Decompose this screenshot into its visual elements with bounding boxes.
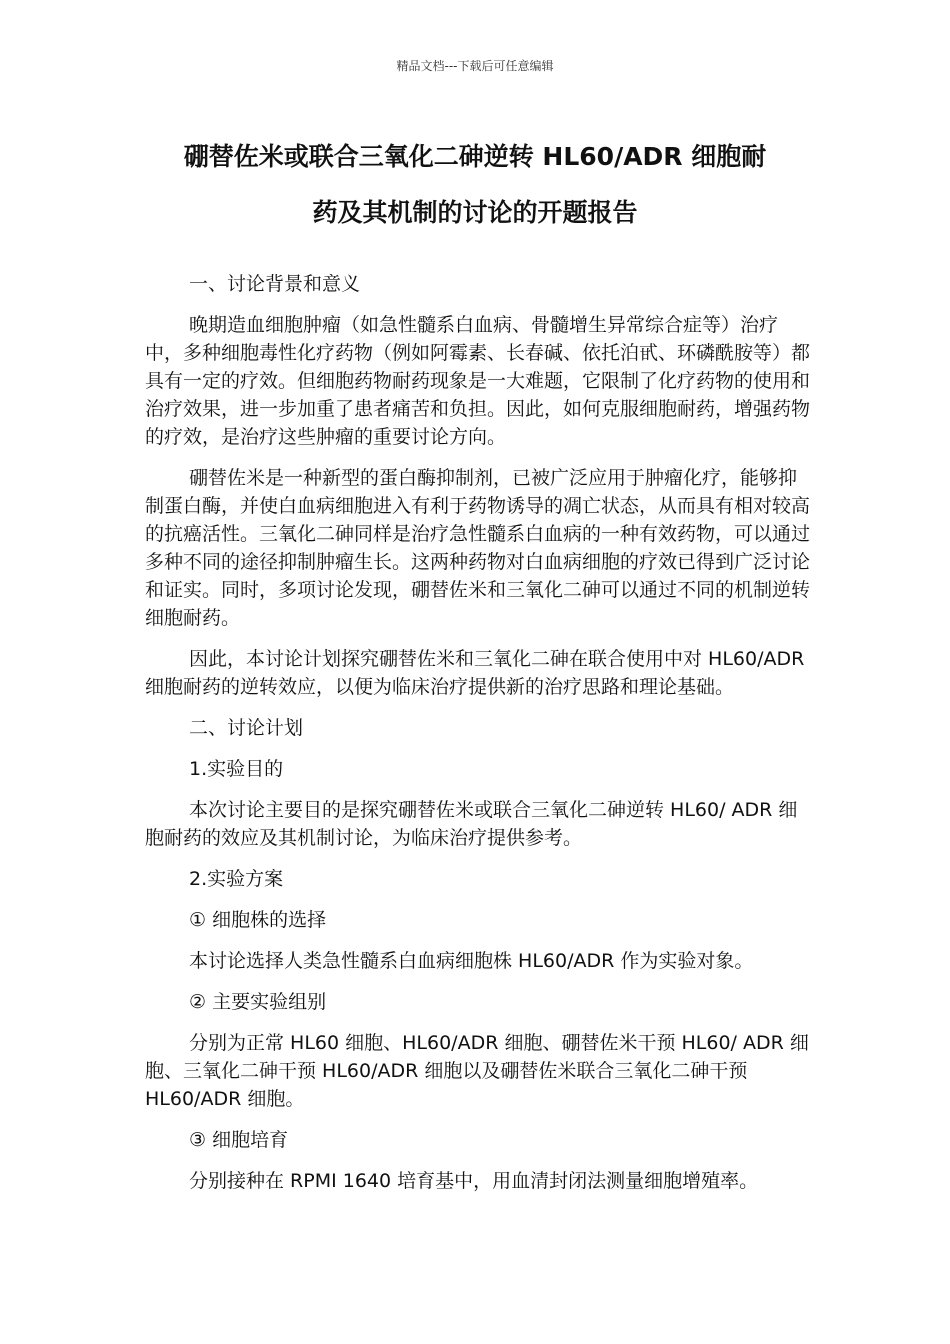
subheading-scheme: 2.实验方案 [189,868,284,890]
header-note: 精品文档---下载后可任意编辑 [396,59,554,73]
paragraph-background-2: 硼替佐米是一种新型的蛋白酶抑制剂，已被广泛应用于肿瘤化疗，能够抑制蛋白酶，并使白血病细胞进入有利于药物诱导的凋亡状态，从而具有相对较高的抗癌活性。三氧化二砷同样是治疗急性髓系白血病的一种有效药物，可以通过多种不同的途径抑制肿瘤生长。这两种药物对白血病细胞的疗效已得到广泛讨论和证实。同时，多项讨论发现，硼替佐米和三氧化二砷可以通过不同的机制逆转细胞耐药。 [145,467,811,629]
document-title-line-2: 药及其机制的讨论的开题报告 [312,198,638,227]
item-cell-line: ① 细胞株的选择 [189,909,327,931]
section-heading-background: 一、讨论背景和意义 [189,273,361,295]
paragraph-objective: 本次讨论主要目的是探究硼替佐米或联合三氧化二砷逆转 HL60/ ADR 细胞耐药的效应及其机制讨论，为临床治疗提供参考。 [145,799,798,849]
paragraph-cell-line: 本讨论选择人类急性髓系白血病细胞株 HL60/ADR 作为实验对象。 [189,950,754,972]
paragraph-background-1: 晚期造血细胞肿瘤（如急性髓系白血病、骨髓增生异常综合症等）治疗中，多种细胞毒性化疗药物（例如阿霉素、长春碱、依托泊甙、环磷酰胺等）都具有一定的疗效。但细胞药物耐药现象是一大难题，它限制了化疗药物的使用和治疗效果，进一步加重了患者痛苦和负担。因此，如何克服细胞耐药，增强药物的疗效，是治疗这些肿瘤的重要讨论方向。 [145,314,811,448]
paragraph-groups: 分别为正常 HL60 细胞、HL60/ADR 细胞、硼替佐米干预 HL60/ ADR 细胞、三氧化二砷干预 HL60/ADR 细胞以及硼替佐米联合三氧化二砷干预 HL60/ADR 细胞。 [145,1032,809,1110]
item-culture: ③ 细胞培育 [189,1129,289,1151]
document-body [145,270,810,1195]
subheading-objective: 1.实验目的 [189,758,284,780]
section-heading-plan: 二、讨论计划 [189,717,304,739]
document-title-line-1: 硼替佐米或联合三氧化二砷逆转 HL60/ADR 细胞耐 [183,142,767,171]
item-groups: ② 主要实验组别 [189,991,327,1013]
paragraph-culture: 分别接种在 RPMI 1640 培育基中，用血清封闭法测量细胞增殖率。 [189,1170,759,1192]
paragraph-background-3: 因此，本讨论计划探究硼替佐米和三氧化二砷在联合使用中对 HL60/ADR 细胞耐药的逆转效应，以便为临床治疗提供新的治疗思路和理论基础。 [145,648,805,698]
